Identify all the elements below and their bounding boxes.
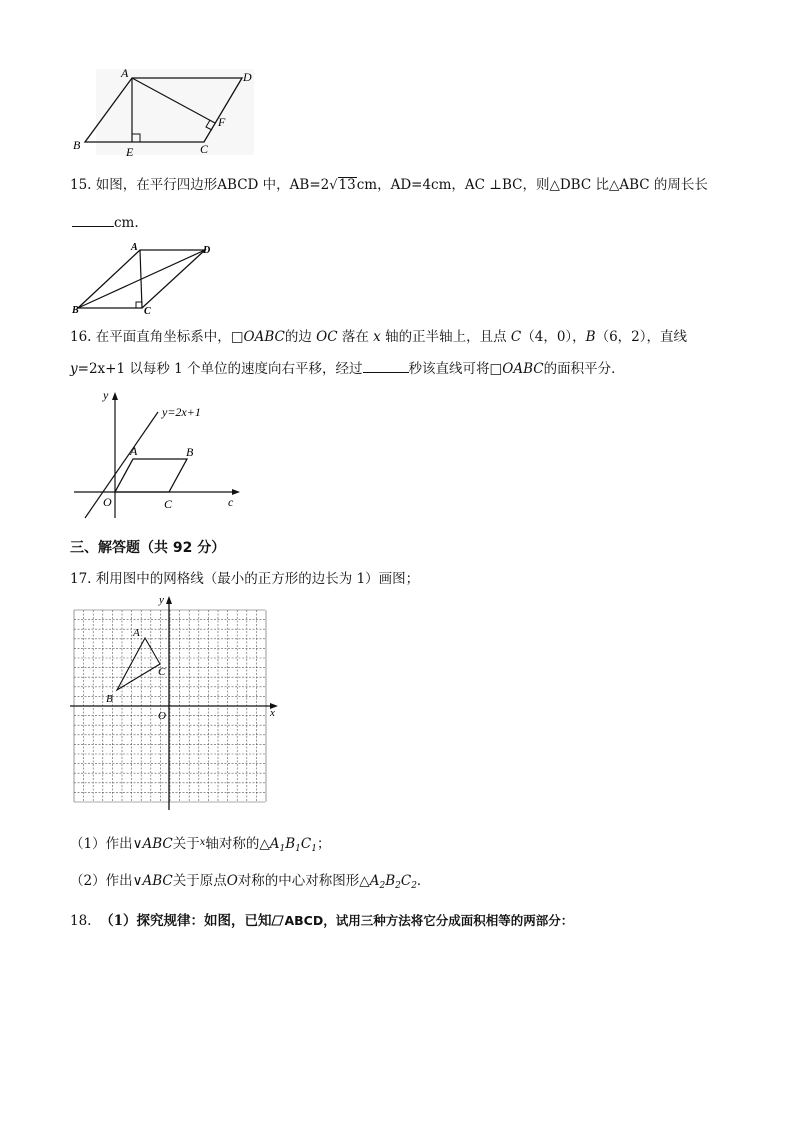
triangle-abc: [117, 638, 160, 690]
q16-text-line2b: 秒该直线可将□: [408, 361, 503, 377]
q17-sub1-x: x: [199, 837, 206, 848]
label-a: A: [121, 66, 129, 80]
q18-line1: [70, 912, 573, 930]
label-c: C: [200, 142, 209, 156]
label-b: B: [73, 138, 81, 152]
label-c: C: [144, 306, 151, 315]
label-b: B: [106, 693, 113, 705]
y-axis-arrow: [166, 596, 172, 604]
q16-text-b: 的边: [284, 329, 312, 345]
q15-unit: cm.: [114, 215, 139, 231]
line-y2x1: [85, 412, 158, 518]
figure-q16: [70, 384, 250, 524]
q17-sub2-a2b2c2: $A_2B_2C_2$: [369, 873, 417, 891]
figure-q14: [70, 64, 260, 159]
label-d: D: [203, 245, 211, 256]
label-f: F: [218, 115, 226, 129]
q16-point-c: C: [510, 329, 522, 345]
q16-oc: OC: [316, 329, 338, 345]
label-o: O: [103, 495, 112, 509]
q16-text-c: 落在: [341, 329, 369, 345]
q16-point-b: B: [585, 329, 596, 345]
figure-q15: [70, 240, 220, 315]
label-o: O: [158, 710, 166, 722]
q16-text-line2c: 的面积平分．: [543, 361, 625, 377]
q16-eq-rest: =2x+1 以每秒 1 个单位的速度向右平移，经过: [77, 361, 363, 377]
q17-number: 17.: [70, 571, 92, 587]
q15-line1: 15. 如图，在平行四边形ABCD 中，AB=2√13cm，AD=4cm，AC ⊥BC，则△DBC 比△ABC 的周长长: [70, 177, 708, 193]
q18-text-b: ABCD，试用三种方法将它分成面积相等的两部分：: [284, 913, 574, 928]
q16-oabc-2: OABC: [502, 361, 544, 377]
q17-sub1-text-a: （1）作出: [70, 836, 133, 852]
q16-line1: [70, 328, 687, 346]
q17-text: 利用图中的网格线（最小的正方形的边长为 1）画图；: [95, 571, 420, 587]
q17-sub2-text-a: （2）作出: [70, 873, 133, 889]
q17-sub1-triangle: ∨ABC: [132, 836, 173, 852]
q18-number: 18.: [70, 913, 92, 929]
y-axis-arrow: [112, 392, 118, 400]
q17-sub1-text-d: ；: [316, 836, 331, 852]
q15-text-a: 如图，在平行四边形ABCD 中，AB=2: [95, 177, 330, 193]
q15-number: 15.: [70, 177, 92, 193]
q15-sqrt-value: 13: [338, 177, 356, 193]
q16-coord-c: （4，0），: [521, 329, 586, 345]
q16-text-d: 轴的正半轴上，且点: [385, 329, 507, 345]
label-equation: y=2x+1: [162, 405, 201, 419]
label-a: A: [131, 242, 138, 253]
q17-sub2-text-c: 对称的中心对称图形△: [237, 873, 370, 889]
q15-text-b: cm，AD=4cm，AC ⊥BC，则△DBC 比△ABC 的周长长: [356, 177, 708, 193]
q16-line2: [70, 360, 625, 378]
q15-line2: [72, 214, 139, 232]
label-a: A: [133, 627, 140, 639]
label-e: E: [126, 145, 134, 159]
label-y: y: [159, 594, 164, 606]
section-heading: 三、解答题（共 92 分）: [70, 540, 226, 556]
q17-sub2-text-d: ．: [416, 873, 431, 889]
q17-sub2-triangle: ∨ABC: [132, 873, 173, 889]
q17-sub2-text-b: 关于原点: [172, 873, 227, 889]
q17-line1: [70, 570, 419, 588]
parallelogram-oabc: [115, 459, 187, 492]
label-b: B: [186, 445, 194, 459]
q15-answer-blank: [72, 214, 114, 227]
label-b: B: [72, 305, 79, 315]
q16-number: 16.: [70, 329, 92, 345]
figure-q17-grid: [70, 594, 285, 812]
q18-text-a: （1）探究规律：如图，已知: [100, 913, 272, 929]
q17-sub1: [70, 834, 330, 858]
label-axis-c: c: [228, 495, 234, 509]
label-y: y: [103, 388, 109, 402]
q17-sub1-text-b: 关于: [172, 836, 200, 852]
label-c: C: [164, 497, 173, 511]
q16-text-a: 在平面直角坐标系中，□: [95, 329, 244, 345]
q16-coord-b: （6，2），直线: [595, 329, 688, 345]
label-a: A: [130, 444, 138, 458]
right-angle-c: [136, 302, 142, 308]
q16-x: x: [373, 329, 381, 345]
q16-eq-y: y: [70, 361, 78, 377]
q17-sub2: [70, 872, 430, 895]
label-c: C: [158, 666, 166, 678]
q17-sub1-a1b1c1: $A_1B_1C_1$: [269, 836, 317, 854]
label-x: x: [270, 707, 275, 719]
q17-sub2-o: O: [226, 873, 238, 889]
q16-oabc: OABC: [243, 329, 285, 345]
label-d: D: [243, 70, 252, 84]
q16-answer-blank: [363, 360, 409, 373]
parallelogram-icon: [271, 915, 284, 926]
q17-sub1-text-c: 轴对称的△: [205, 836, 270, 852]
